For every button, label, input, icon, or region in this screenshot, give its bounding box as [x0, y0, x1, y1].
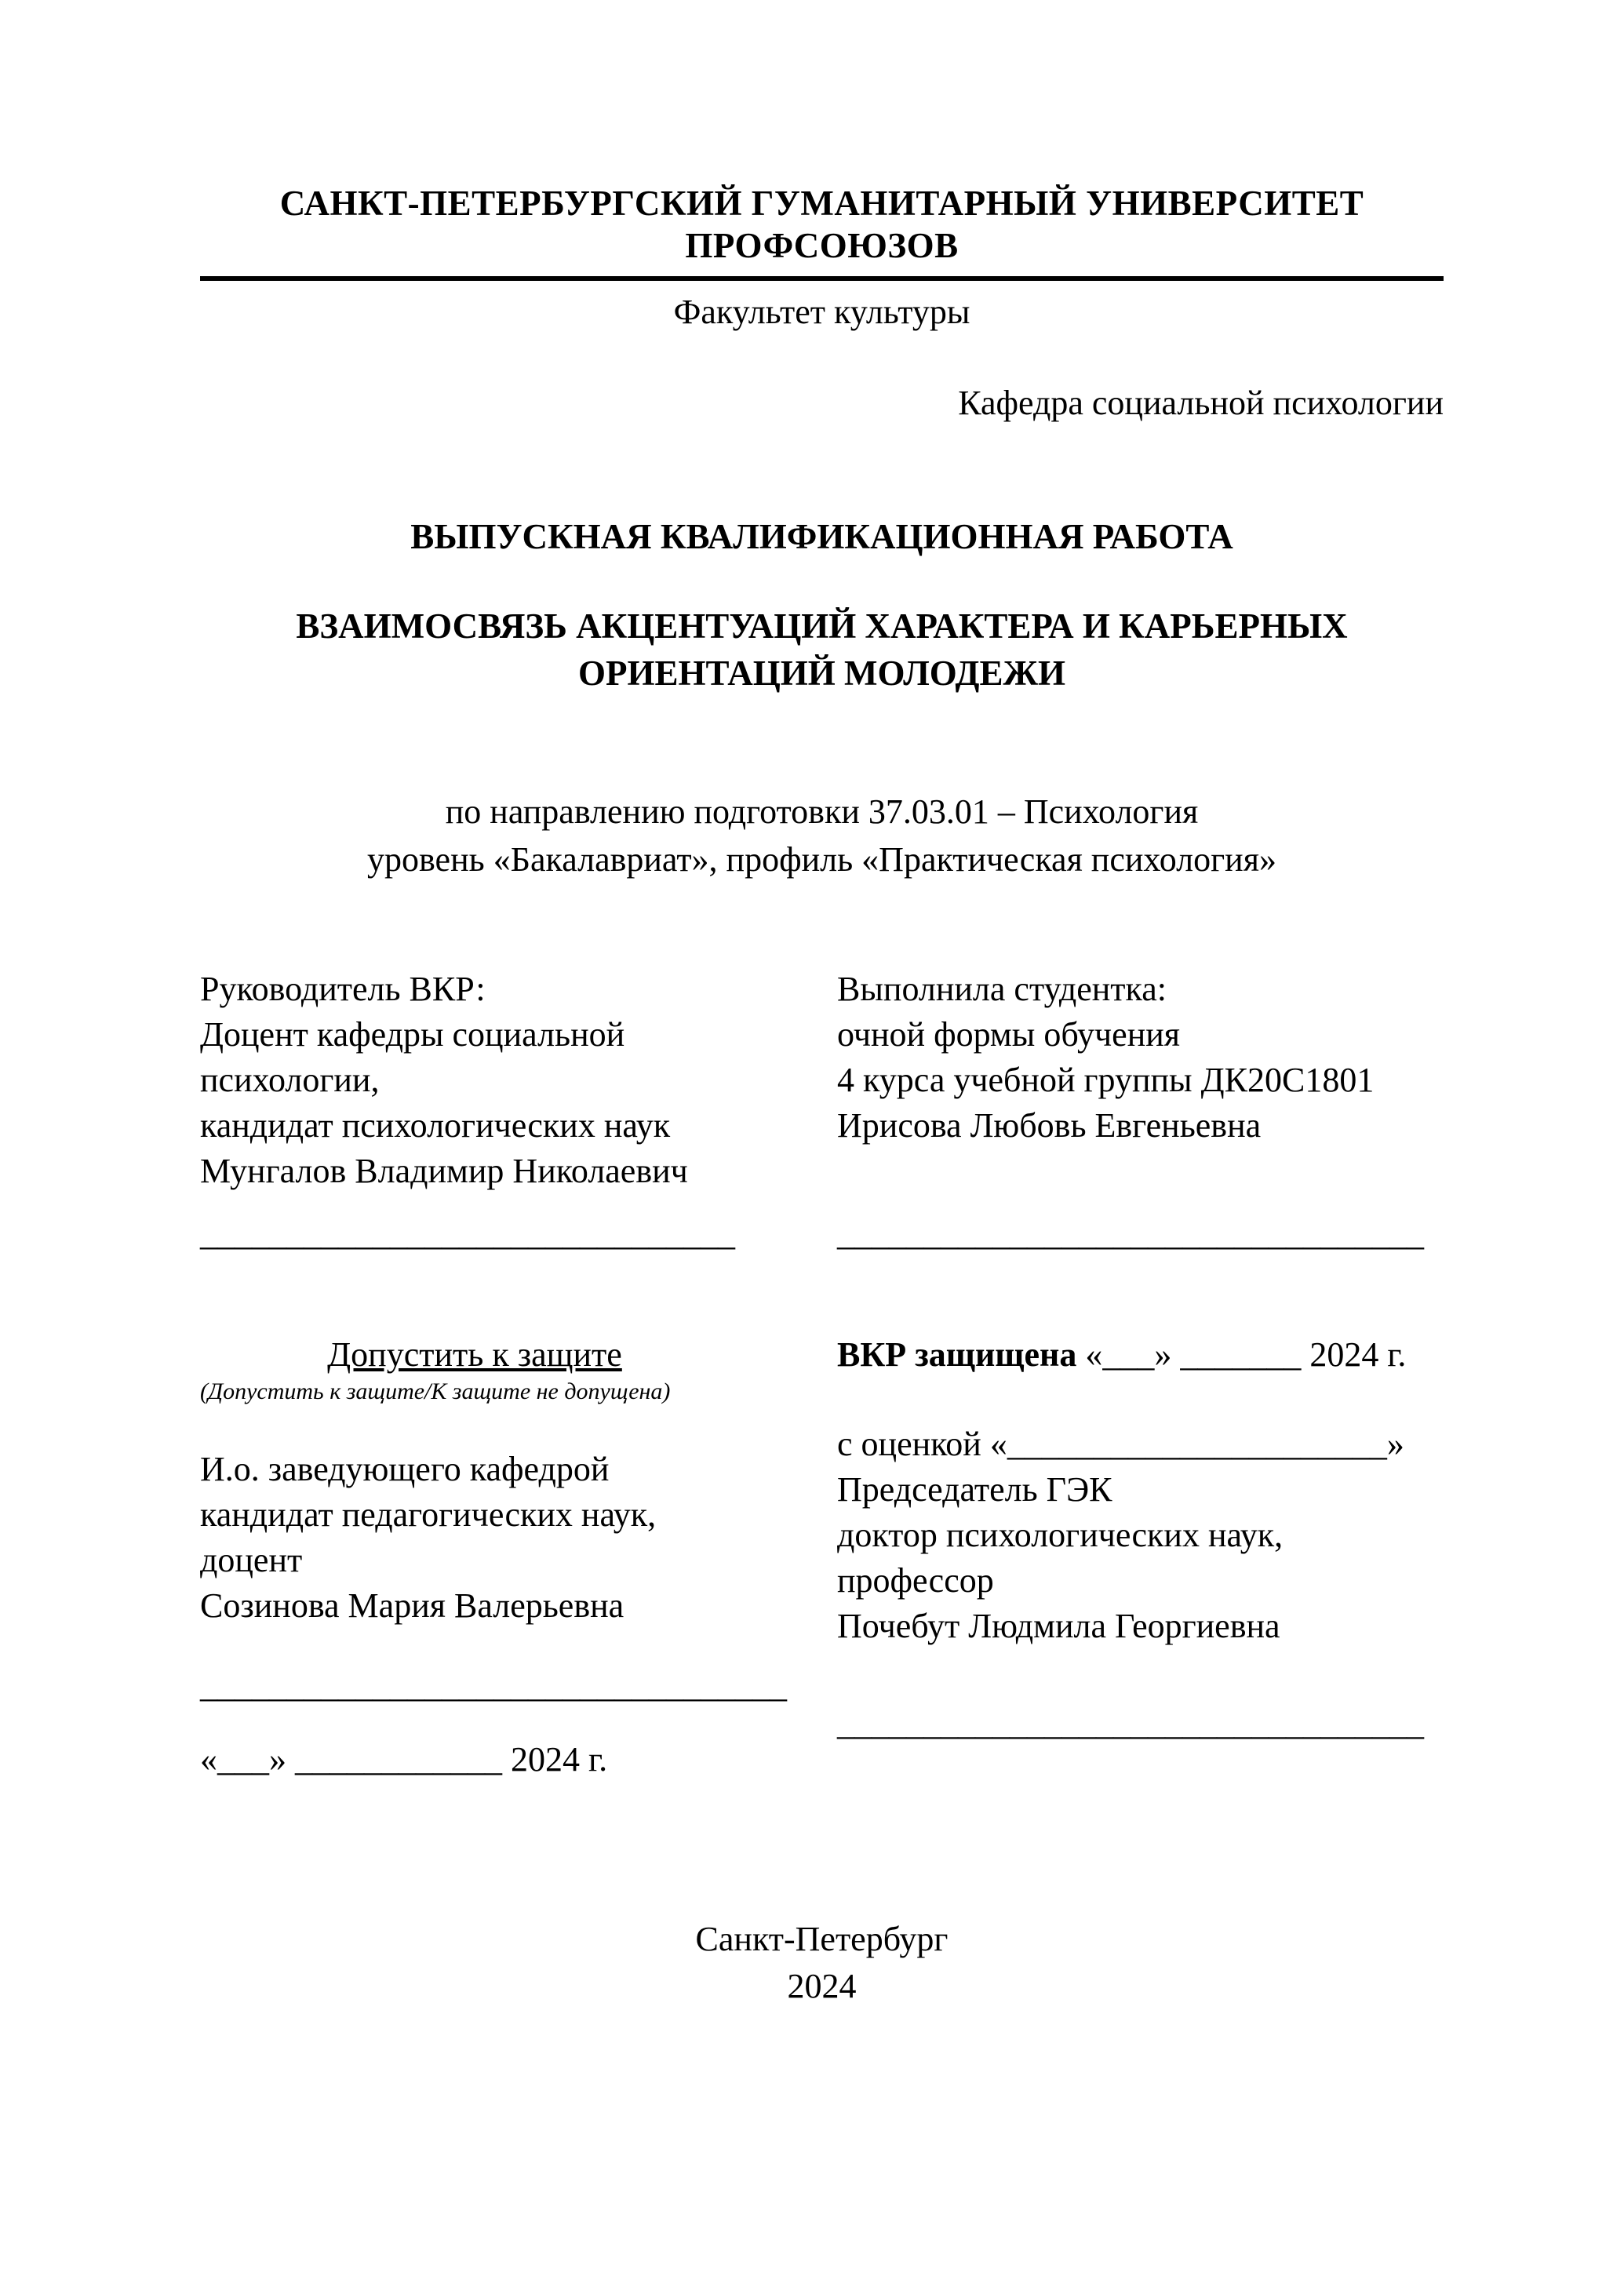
- grade-line: с оценкой «______________________»: [837, 1425, 1404, 1463]
- admit-heading-wrap: [200, 1332, 749, 1406]
- approval-signature-line: __________________________________: [200, 1666, 787, 1705]
- student-signature-line: __________________________________: [837, 1214, 1424, 1253]
- committee-chair-degree: доктор психологических наук,: [837, 1516, 1284, 1554]
- approver-degree: кандидат педагогических наук,: [200, 1495, 657, 1534]
- defense-signature-line: __________________________________: [837, 1704, 1424, 1742]
- admit-note: (Допустить к защите/К защите не допущена): [200, 1378, 671, 1404]
- student-study-form: очной формы обучения: [837, 1015, 1181, 1054]
- footer-city: Санкт-Петербург: [695, 1920, 949, 1958]
- university-line1: САНКТ-ПЕТЕРБУРГСКИЙ ГУМАНИТАРНЫЙ УНИВЕРСИТЕТ: [279, 184, 1364, 223]
- faculty-name: Факультет культуры: [673, 293, 970, 331]
- supervisor-position-line1: Доцент кафедры социальной: [200, 1015, 625, 1054]
- department-name: Кафедра социальной психологии: [958, 384, 1444, 422]
- defense-status-line: [837, 1332, 1444, 1378]
- supervisor-degree: кандидат психологических наук: [200, 1106, 671, 1145]
- supervisor-student-section: [200, 967, 1444, 1257]
- thesis-title: [200, 603, 1444, 697]
- thesis-title-line1: ВЗАИМОСВЯЗЬ АКЦЕНТУАЦИЙ ХАРАКТЕРА И КАРЬЕРНЫХ: [296, 606, 1348, 646]
- defense-status-rest: «___» _______ 2024 г.: [1085, 1335, 1407, 1374]
- approval-block: [200, 1332, 837, 1782]
- defense-status-bold: ВКР защищена: [837, 1335, 1077, 1374]
- supervisor-block: [200, 967, 837, 1257]
- approver-name: Созинова Мария Валерьевна: [200, 1586, 624, 1625]
- thesis-title-line2: ОРИЕНТАЦИЙ МОЛОДЕЖИ: [577, 654, 1066, 693]
- student-block: [837, 967, 1444, 1257]
- university-line2: ПРОФСОЮЗОВ: [685, 226, 959, 265]
- student-name: Ирисова Любовь Евгеньевна: [837, 1106, 1262, 1145]
- defense-block: [837, 1332, 1444, 1782]
- university-name: [200, 182, 1444, 267]
- approver-position: И.о. заведующего кафедрой: [200, 1450, 610, 1488]
- committee-chair-title: Председатель ГЭК: [837, 1470, 1112, 1509]
- student-group: 4 курса учебной группы ДК20С1801: [837, 1061, 1375, 1099]
- header-rule: [200, 276, 1444, 281]
- footer-year: 2024: [787, 1967, 857, 2005]
- approver-info: [200, 1447, 837, 1629]
- approver-rank: доцент: [200, 1541, 303, 1579]
- approval-date-line: «___» ____________ 2024 г.: [200, 1740, 608, 1779]
- program-info: [200, 788, 1444, 883]
- work-type-heading: ВЫПУСКНАЯ КВАЛИФИКАЦИОННАЯ РАБОТА: [410, 517, 1233, 556]
- student-role-label: Выполнила студентка:: [837, 970, 1167, 1008]
- supervisor-signature-line: _______________________________: [200, 1214, 735, 1253]
- program-line1: по направлению подготовки 37.03.01 – Психология: [445, 792, 1199, 831]
- approval-defense-section: [200, 1332, 1444, 1782]
- program-line2: уровень «Бакалавриат», профиль «Практическая психология»: [367, 840, 1276, 879]
- supervisor-name: Мунгалов Владимир Николаевич: [200, 1152, 688, 1190]
- committee-chair-name: Почебут Людмила Георгиевна: [837, 1607, 1280, 1645]
- admit-title: Допустить к защите: [327, 1335, 622, 1374]
- footer: [200, 1916, 1444, 2010]
- supervisor-role-label: Руководитель ВКР:: [200, 970, 486, 1008]
- committee-chair-rank: профессор: [837, 1561, 994, 1600]
- supervisor-position-line2: психологии,: [200, 1061, 380, 1099]
